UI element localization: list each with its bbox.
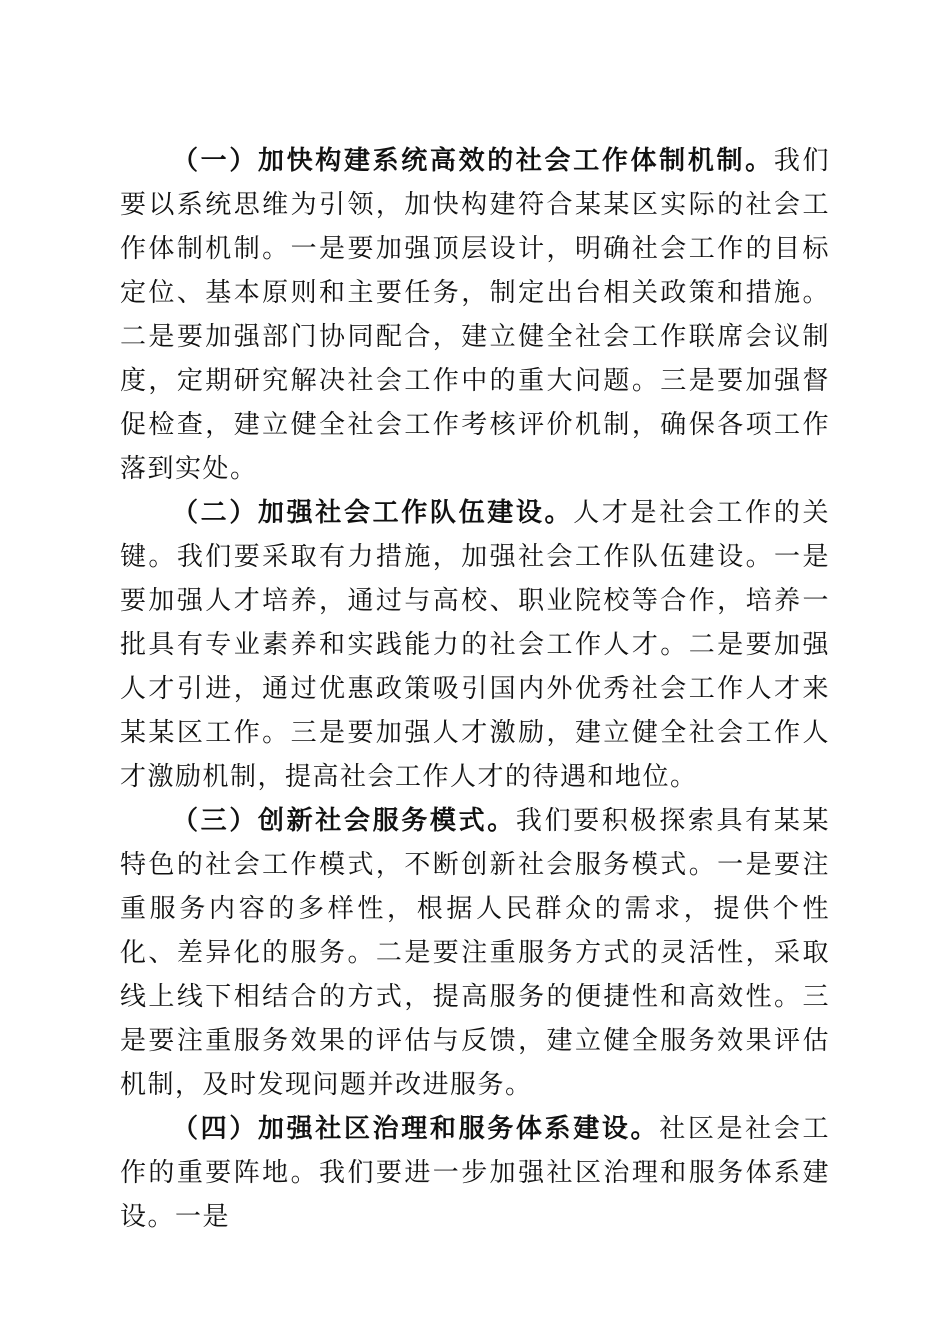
paragraph-2: [120, 491, 830, 799]
section-text-1: 我们要以系统思维为引领，加快构建符合某某区实际的社会工作体制机制。一是要加强顶层设计，明确社会工作的目标定位、基本原则和主要任务，制定出台相关政策和措施。二是要加强部门协同配合，建立健全社会工作联席会议制度，定期研究解决社会工作中的重大问题。三是要加强督促检查，建立健全社会工作考核评价机制，确保各项工作落到实处。: [120, 146, 830, 484]
section-heading-2: （二）加强社会工作队伍建设。: [172, 498, 574, 528]
document-body: [120, 139, 830, 1239]
paragraph-1: [120, 139, 830, 491]
paragraph-3: [120, 799, 830, 1107]
section-heading-4: （四）加强社区治理和服务体系建设。: [172, 1114, 660, 1144]
section-heading-1: （一）加快构建系统高效的社会工作体制机制。: [172, 146, 774, 176]
section-text-3: 我们要积极探索具有某某特色的社会工作模式，不断创新社会服务模式。一是要注重服务内容的多样性，根据人民群众的需求，提供个性化、差异化的服务。二是要注重服务方式的灵活性，采取线上线下相结合的方式，提高服务的便捷性和高效性。三是要注重服务效果的评估与反馈，建立健全服务效果评估机制，及时发现问题并改进服务。: [120, 806, 830, 1100]
section-text-4: 社区是社会工作的重要阵地。我们要进一步加强社区治理和服务体系建设。一是: [120, 1114, 830, 1232]
section-heading-3: （三）创新社会服务模式。: [172, 806, 516, 836]
section-text-2: 人才是社会工作的关键。我们要采取有力措施，加强社会工作队伍建设。一是要加强人才培养，通过与高校、职业院校等合作，培养一批具有专业素养和实践能力的社会工作人才。二是要加强人才引进，通过优惠政策吸引国内外优秀社会工作人才来某某区工作。三是要加强人才激励，建立健全社会工作人才激励机制，提高社会工作人才的待遇和地位。: [120, 498, 830, 792]
paragraph-4: [120, 1107, 830, 1239]
